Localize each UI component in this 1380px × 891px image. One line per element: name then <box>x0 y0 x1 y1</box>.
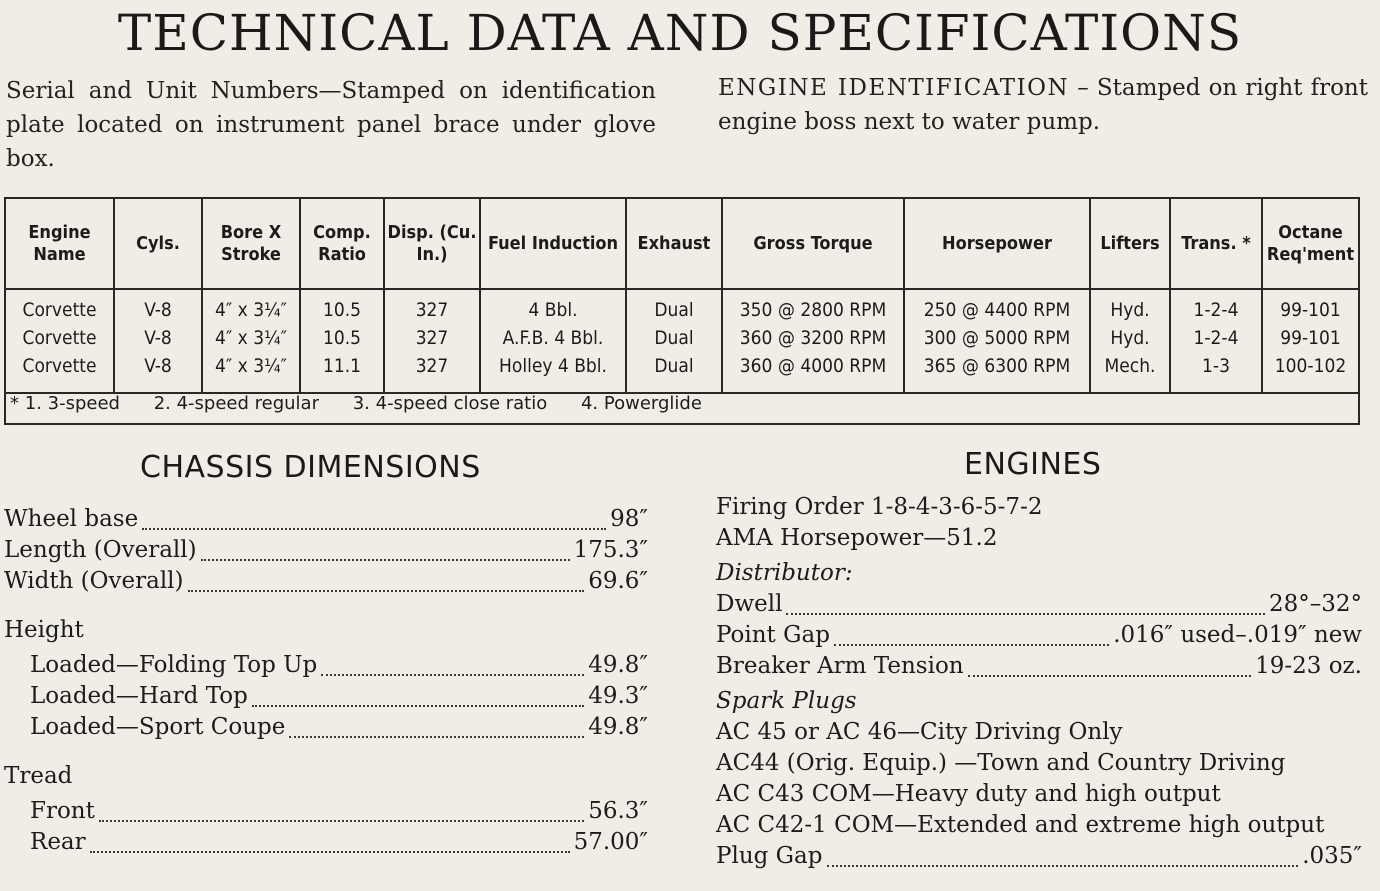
chassis-dimensions-list <box>4 506 648 860</box>
table-cell: 327 327 327 <box>384 289 480 393</box>
dimension-row: Rear 57.00″ <box>30 829 648 855</box>
spark-plug-item: AC44 (Orig. Equip.) —Town and Country Driving <box>716 750 1286 776</box>
table-cell: V-8 V-8 V-8 <box>114 289 202 393</box>
table-cell: 250 @ 4400 RPM 300 @ 5000 RPM 365 @ 6300 RPM <box>904 289 1090 393</box>
engine-identification-heading: ENGINE IDENTIFICATION <box>718 75 1070 101</box>
col-header: Trans. * <box>1170 199 1262 289</box>
col-header: Exhaust <box>626 199 722 289</box>
table-cell: Corvette Corvette Corvette <box>6 289 114 393</box>
dimension-row: Width (Overall) 69.6″ <box>4 568 648 594</box>
dimension-row: Loaded—Folding Top Up 49.8″ <box>30 652 648 678</box>
distributor-row: Dwell 28°–32° <box>716 591 1362 617</box>
spark-plugs-label: Spark Plugs <box>716 688 857 714</box>
table-body-row <box>6 289 1358 393</box>
footnote-item: 3. 4-speed close ratio <box>352 393 548 414</box>
footnote-item: 2. 4-speed regular <box>153 393 319 414</box>
table-cell: 350 @ 2800 RPM 360 @ 3200 RPM 360 @ 4000 RPM <box>722 289 904 393</box>
spark-plug-item: AC C42-1 COM—Extended and extreme high output <box>716 812 1325 838</box>
table-header-row <box>6 199 1358 289</box>
dimension-row: Wheel base 98″ <box>4 506 648 532</box>
dimension-row: Loaded—Sport Coupe 49.8″ <box>30 714 648 740</box>
table-cell: Hyd. Hyd. Mech. <box>1090 289 1170 393</box>
col-header: Bore X Stroke <box>202 199 300 289</box>
firing-order: Firing Order 1-8-4-3-6-5-7-2 <box>716 494 1043 520</box>
table-cell: 4″ x 3¼″ 4″ x 3¼″ 4″ x 3¼″ <box>202 289 300 393</box>
col-header: Engine Name <box>6 199 114 289</box>
col-header: Horsepower <box>904 199 1090 289</box>
transmission-footnote <box>10 393 730 414</box>
col-header: Comp. Ratio <box>300 199 384 289</box>
spark-plug-item: AC 45 or AC 46—City Driving Only <box>716 719 1123 745</box>
engine-spec-table <box>6 199 1358 394</box>
height-label: Height <box>4 617 84 643</box>
serial-numbers-note: Serial and Unit Numbers—Stamped on identification plate located on instrument panel brace under glove box. <box>6 78 656 172</box>
footnote-item: 4. Powerglide <box>580 393 702 414</box>
table-cell: 1-2-4 1-2-4 1-3 <box>1170 289 1262 393</box>
tread-label: Tread <box>4 763 73 789</box>
distributor-row: Point Gap .016″ used–.019″ new <box>716 622 1362 648</box>
col-header: Fuel Induction <box>480 199 626 289</box>
footnote-item: * 1. 3-speed <box>10 393 120 414</box>
table-cell: Dual Dual Dual <box>626 289 722 393</box>
page-title: TECHNICAL DATA AND SPECIFICATIONS <box>117 4 1243 62</box>
ama-horsepower: AMA Horsepower—51.2 <box>716 525 998 551</box>
col-header: Disp. (Cu. In.) <box>384 199 480 289</box>
engines-list <box>716 494 1362 874</box>
plug-gap-row: Plug Gap .035″ <box>716 843 1362 869</box>
dimension-row: Loaded—Hard Top 49.3″ <box>30 683 648 709</box>
engines-heading: ENGINES <box>964 447 1102 482</box>
col-header: Octane Req'ment <box>1262 199 1358 289</box>
table-cell: 10.5 10.5 11.1 <box>300 289 384 393</box>
dimension-row: Length (Overall) 175.3″ <box>4 537 648 563</box>
engine-identification-text: – Stamped on right front engine boss next to water pump. <box>718 75 1368 135</box>
spec-table-box <box>4 197 1360 425</box>
engine-identification-note <box>718 71 1368 139</box>
col-header: Gross Torque <box>722 199 904 289</box>
table-cell: 4 Bbl. A.F.B. 4 Bbl. Holley 4 Bbl. <box>480 289 626 393</box>
dimension-row: Front 56.3″ <box>30 798 648 824</box>
col-header: Cyls. <box>114 199 202 289</box>
spark-plug-item: AC C43 COM—Heavy duty and high output <box>716 781 1221 807</box>
chassis-dimensions-heading: CHASSIS DIMENSIONS <box>140 450 481 485</box>
table-cell: 99-101 99-101 100-102 <box>1262 289 1358 393</box>
distributor-label: Distributor: <box>716 560 853 586</box>
distributor-row: Breaker Arm Tension 19-23 oz. <box>716 653 1362 679</box>
col-header: Lifters <box>1090 199 1170 289</box>
